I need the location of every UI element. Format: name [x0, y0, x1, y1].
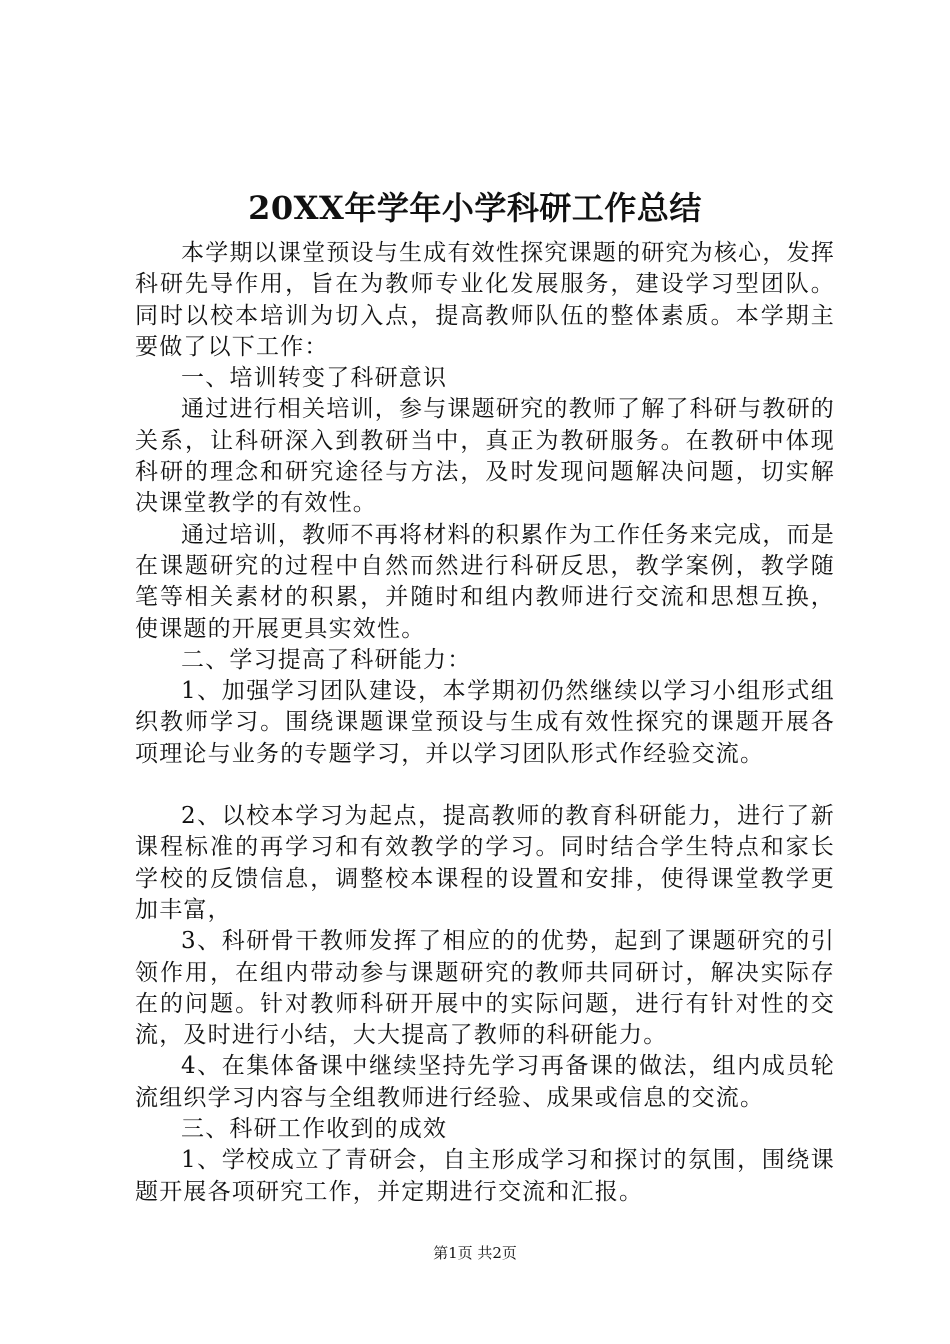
document-title: 20XX年学年小学科研工作总结 [248, 189, 702, 227]
section-1-paragraph-2: 通过培训，教师不再将材料的积累作为工作任务来完成，而是在课题研究的过程中自然而然进行科研反思，教学案例，教学随笔等相关素材的积累，并随时和组内教师进行交流和思想互换，使课题的开展更具实效性。 [135, 521, 835, 642]
section-2-item-1: 1、加强学习团队建设，本学期初仍然继续以学习小组形式组织教师学习。围绕课题课堂预设与生成有效性探究的课题开展各项理论与业务的专题学习，并以学习团队形式作经验交流。 [135, 678, 835, 767]
page-footer: 第1页 共2页 [433, 1244, 517, 1262]
section-heading-3: 三、科研工作收到的成效 [181, 1116, 448, 1143]
section-2-item-4: 4、在集体备课中继续坚持先学习再备课的做法，组内成员轮流组织学习内容与全组教师进行经验、成果或信息的交流。 [135, 1053, 835, 1111]
section-2-item-2: 2、以校本学习为起点，提高教师的教育科研能力，进行了新课程标准的再学习和有效教学的学习。同时结合学生特点和家长学校的反馈信息，调整校本课程的设置和安排，使得课堂教学更加丰富， [135, 803, 835, 923]
section-2-item-3: 3、科研骨干教师发挥了相应的的优势，起到了课题研究的引领作用，在组内带动参与课题研究的教师共同研讨，解决实际存在的问题。针对教师科研开展中的实际问题，进行有针对性的交流，及时进行小结，大大提高了教师的科研能力。 [135, 928, 835, 1049]
document-body [135, 238, 835, 1208]
section-3-item-1: 1、学校成立了青研会，自主形成学习和探讨的氛围，围绕课题开展各项研究工作，并定期进行交流和汇报。 [135, 1147, 835, 1205]
intro-paragraph: 本学期以课堂预设与生成有效性探究课题的研究为核心，发挥科研先导作用，旨在为教师专业化发展服务，建设学习型团队。同时以校本培训为切入点，提高教师队伍的整体素质。本学期主要做了以下工作： [135, 240, 835, 360]
section-1-paragraph-1: 通过进行相关培训，参与课题研究的教师了解了科研与教研的关系，让科研深入到教研当中，真正为教研服务。在教研中体现科研的理念和研究途径与方法，及时发现问题解决问题，切实解决课堂教学的有效性。 [135, 396, 835, 517]
section-heading-1: 一、培训转变了科研意识 [181, 365, 448, 392]
section-heading-2: 二、学习提高了科研能力： [181, 646, 472, 673]
